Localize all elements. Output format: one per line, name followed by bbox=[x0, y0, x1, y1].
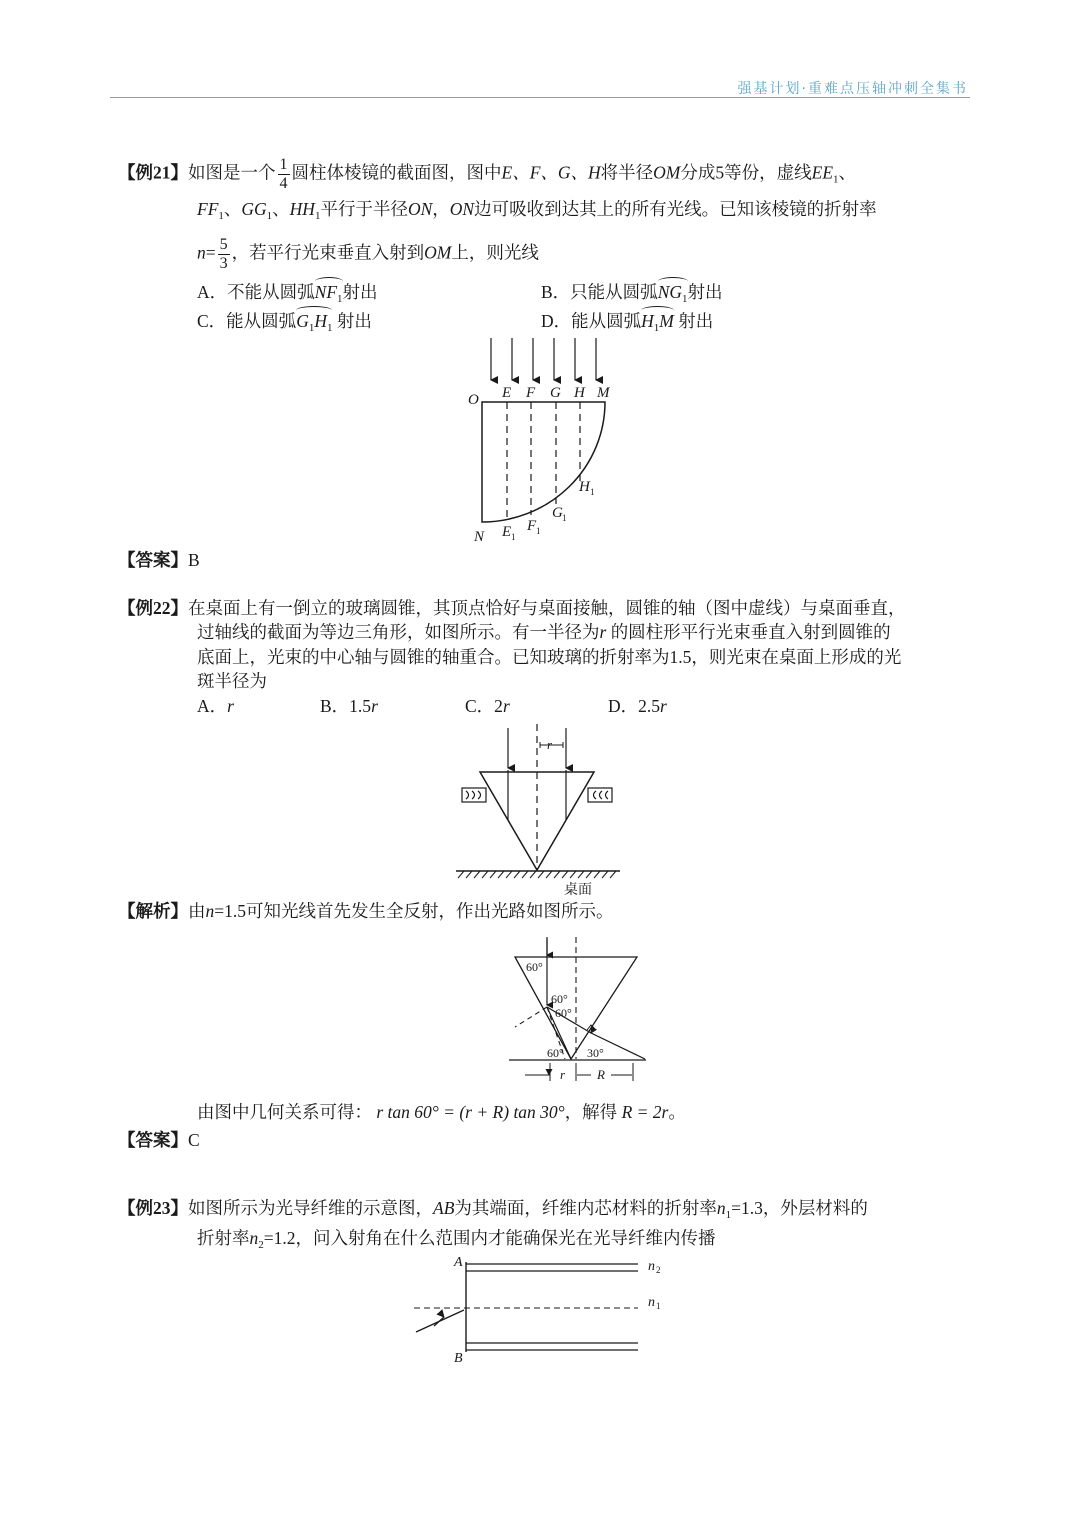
header-divider bbox=[110, 97, 970, 98]
fraction-one-quarter: $\frac{1}{4}$ bbox=[279, 156, 288, 192]
label-F1: F bbox=[527, 518, 537, 534]
ex23-tag: 【例23】 bbox=[118, 1198, 188, 1218]
ex21-tag: 【例21】 bbox=[118, 162, 188, 183]
svg-text:60°: 60° bbox=[551, 992, 568, 1006]
ex22-analysis: 【解析】由n=1.5可知光线首先发生全反射，作出光路如图所示。 bbox=[118, 901, 614, 921]
ex22-solution-figure bbox=[505, 935, 650, 1085]
fraction-five-thirds: $\frac{5}{3}$ bbox=[219, 236, 228, 272]
ex23-line2: 折射率$n_2=1.2$，问入射角在什么范围内才能确保光在光导纤维内传播 bbox=[197, 1228, 716, 1251]
label-B: B bbox=[454, 1351, 463, 1366]
ex22-option-b[interactable]: B．1.5r bbox=[320, 696, 378, 716]
ex22-answer: 【答案】C bbox=[118, 1130, 200, 1150]
table-label: 桌面 bbox=[564, 883, 592, 898]
ex21-line3: n= $\frac{5}{3}$ ，若平行光束垂直入射到OM上，则光线 bbox=[197, 236, 539, 272]
label-n1: n bbox=[648, 1295, 655, 1310]
ex22-geometry: 由图中几何关系可得： r tan 60° = (r + R) tan 30°，解得 R = 2r。 bbox=[197, 1102, 686, 1122]
ex22-cone-figure bbox=[452, 722, 624, 898]
ex22-option-a[interactable]: A．r bbox=[197, 696, 234, 716]
ex22-line1: 【例22】在桌面上有一倒立的玻璃圆锥，其顶点恰好与桌面接触，圆锥的轴（图中虚线）与桌面垂直， bbox=[118, 598, 906, 618]
svg-text:1: 1 bbox=[656, 1301, 661, 1311]
ex21-option-c[interactable]: C．能从圆弧$G_1H_1$ 射出 bbox=[197, 309, 372, 340]
svg-text:r: r bbox=[560, 1067, 566, 1082]
label-n2: n bbox=[648, 1259, 655, 1274]
svg-text:60°: 60° bbox=[547, 1046, 564, 1060]
label-N: N bbox=[474, 529, 485, 545]
label-E: E bbox=[502, 385, 512, 401]
ex22-line2: 过轴线的截面为等边三角形，如图所示。有一半径为r 的圆柱形平行光束垂直入射到圆锥的 bbox=[197, 622, 891, 642]
geometry-result: R = 2r bbox=[621, 1102, 669, 1122]
ex22-option-c[interactable]: C．2r bbox=[465, 696, 510, 716]
arc-mark: $NF_1$ bbox=[315, 280, 343, 311]
label-E1: E bbox=[502, 524, 512, 540]
svg-text:30°: 30° bbox=[587, 1046, 604, 1060]
svg-text:1: 1 bbox=[511, 532, 516, 542]
ex21-option-a[interactable]: A．不能从圆弧$NF_1$射出 bbox=[197, 280, 378, 311]
ex21-option-b[interactable]: B．只能从圆弧$NG_1$射出 bbox=[541, 280, 723, 311]
svg-text:R: R bbox=[597, 1067, 605, 1082]
ex22-tag: 【例22】 bbox=[118, 598, 188, 618]
label-O: O bbox=[468, 392, 479, 408]
left-clamp bbox=[462, 788, 486, 802]
right-clamp bbox=[588, 788, 612, 802]
ex21-option-d[interactable]: D．能从圆弧$H_1M$ 射出 bbox=[541, 309, 713, 340]
arc-mark: $NG_1$ bbox=[658, 280, 688, 311]
ex21-line1: 【例21】如图是一个 $\frac{1}{4}$ 圆柱体棱镜的截面图，图中E、F、G、H将半径OM分成5等份，虚线$EE_1$、 bbox=[118, 156, 857, 192]
svg-text:1: 1 bbox=[562, 513, 567, 523]
ex22-line4: 斑半径为 bbox=[197, 671, 267, 691]
svg-text:60°: 60° bbox=[555, 1006, 572, 1020]
label-H: H bbox=[574, 385, 585, 401]
label-H1: H bbox=[579, 479, 590, 495]
geometry-equation: r tan 60° = (r + R) tan 30° bbox=[376, 1102, 565, 1122]
label-G: G bbox=[550, 385, 561, 401]
arc-mark: $G_1H_1$ bbox=[296, 309, 332, 340]
svg-text:1: 1 bbox=[590, 487, 595, 497]
ex23-line1: 【例23】如图所示为光导纤维的示意图，AB为其端面，纤维内芯材料的折射率$n_1=1.3$，外层材料的 bbox=[118, 1198, 868, 1221]
svg-text:60°: 60° bbox=[526, 960, 543, 974]
ex21-text: 如图是一个 bbox=[188, 162, 276, 183]
ex22-line3: 底面上，光束的中心轴与圆锥的轴重合。已知玻璃的折射率为1.5，则光束在桌面上形成的光 bbox=[197, 647, 902, 667]
ex21-line2: $FF_1$、$GG_1$、$HH_1$平行于半径ON，ON边可吸收到达其上的所有光线。已知该棱镜的折射率 bbox=[197, 199, 877, 222]
radius-label: r bbox=[547, 737, 553, 752]
label-M: M bbox=[597, 385, 610, 401]
prism-outline bbox=[482, 402, 605, 522]
table-hatching bbox=[458, 871, 616, 878]
ex21-prism-figure bbox=[460, 334, 630, 546]
dashed-lines bbox=[507, 402, 580, 521]
label-A: A bbox=[454, 1255, 463, 1270]
ex22-option-d[interactable]: D．2.5r bbox=[608, 696, 667, 716]
arc-mark: $H_1M$ bbox=[641, 309, 674, 340]
header-title: 强基计划·重难点压轴冲刺全集书 bbox=[737, 81, 968, 97]
svg-text:2: 2 bbox=[656, 1265, 661, 1275]
ex21-answer: 【答案】B bbox=[118, 550, 200, 570]
label-G1: G bbox=[552, 505, 563, 521]
svg-text:1: 1 bbox=[536, 526, 541, 536]
ex23-fiber-figure bbox=[410, 1254, 672, 1366]
label-F: F bbox=[526, 385, 536, 401]
incident-arrows bbox=[491, 338, 596, 380]
